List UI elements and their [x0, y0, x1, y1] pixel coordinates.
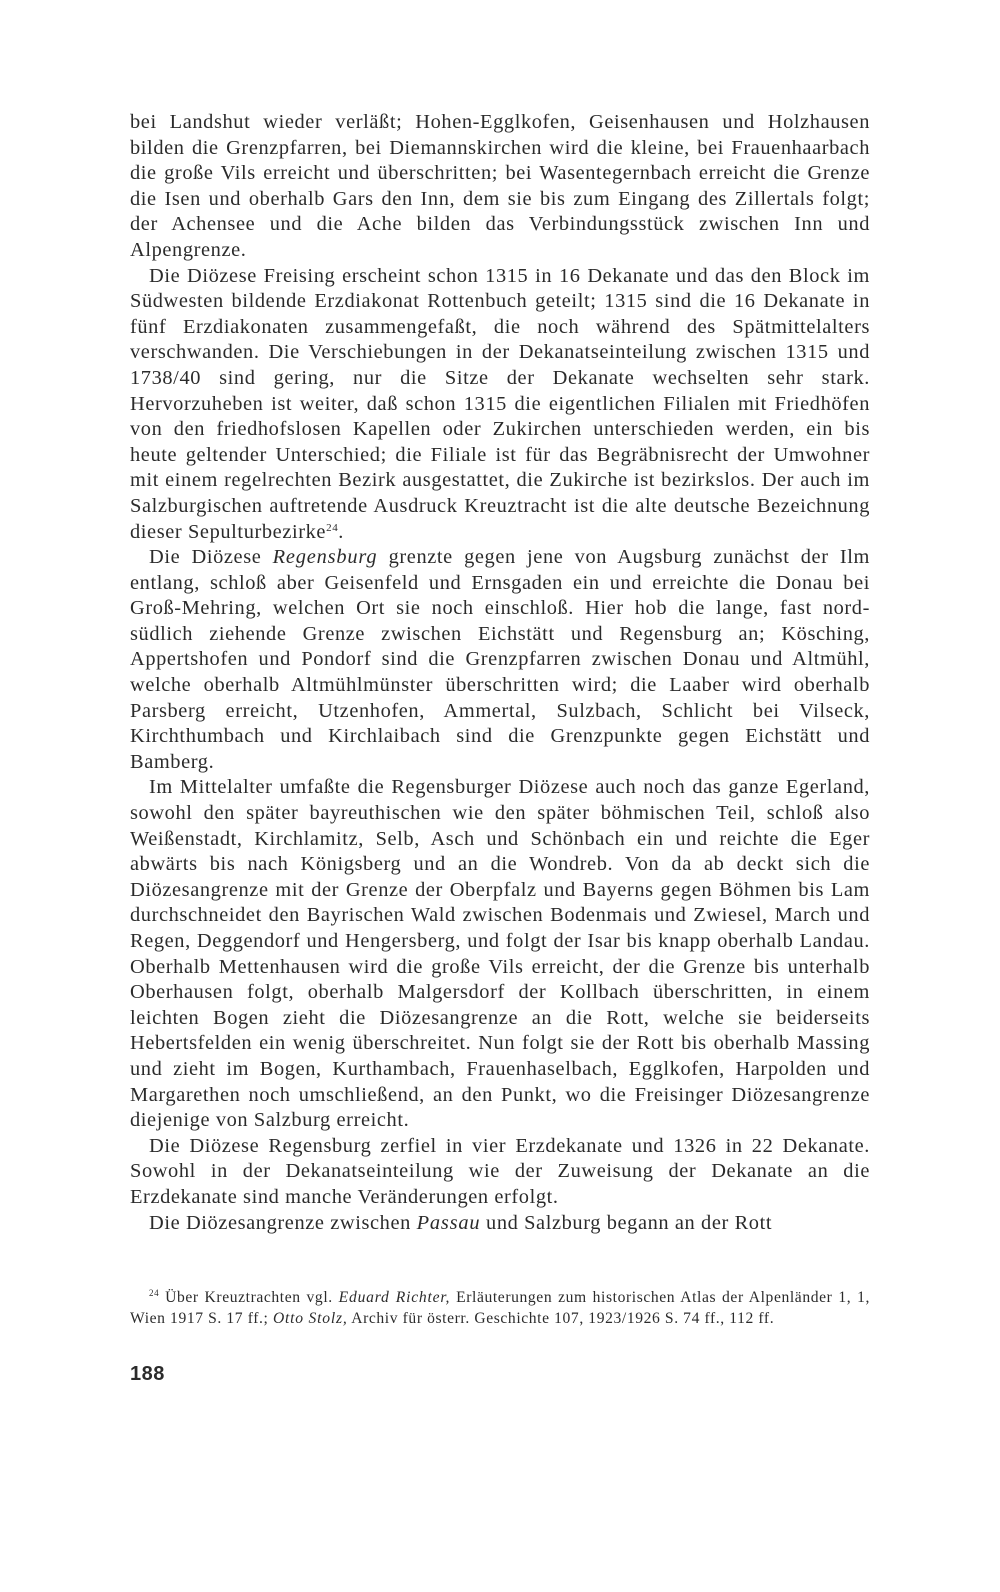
footnote-text-b: Erläuterungen zum historischen Atlas der Alpenländer 1, 1, Wien 1917 S. 17 ff.; [130, 1289, 870, 1327]
paragraph-passau-start: Die Diözesangrenze zwischen [149, 1211, 417, 1234]
emphasis-passau: Passau [416, 1211, 481, 1234]
footnote-number: 24 [149, 1288, 160, 1298]
emphasis-regensburg: Regensburg [272, 546, 378, 569]
footnote-reference: 24 [326, 521, 339, 534]
footnote-author-richter: Eduard Richter, [338, 1289, 451, 1306]
paragraph-erzdekanate: Die Diözese Regensburg zerfiel in vier Erzdekanate und 1326 in 22 Dekanate. Sowohl in der Dekanatseinteilung wie der Zuweisung der Dekanate an die Erzdekanate sind manche Veränderungen erfolgt. [130, 1134, 870, 1208]
footnote-text-a: Über Kreuztrachten vgl. [159, 1289, 339, 1306]
paragraph-passau-rest: und Salzburg begann an der Rott [480, 1211, 773, 1234]
paragraph-mittelalter: Im Mittelalter umfaßte die Regensburger Diözese auch noch das ganze Egerland, sowohl den später bayreuthischen wie den später böhmischen Teil, schloß also Weißenstadt, Kirchlamitz, Selb, Asch und Schönbach ein und reichte die Eger abwärts bis nach Königsberg und an die Wondreb. Von da ab deckt sich die Diözesangrenze mit der Grenze der Oberpfalz und Bayerns gegen Böhmen bis Lam durchschneidet den Bayrischen Wald zwischen Bodenmais und Zwiesel, March und Regen, Deggendorf und Hengersberg, und folgt der Isar bis knapp oberhalb Landau. Oberhalb Mettenhausen wird die große Vils erreicht, der die Grenze bis unterhalb Oberhausen folgt, oberhalb Malgersdorf der Kollbach überschritten, in einem leichten Bogen zieht die Diözesangrenze an die Rott, welche sie beiderseits Hebertsfelden ein wenig überschreitet. Nun folgt sie der Rott bis oberhalb Massing und zieht im Bogen, Kurthambach, Frauenhaselbach, Egglkofen, Harpolden und Margarethen noch umschließend, an den Punkt, wo die Freisinger Diözesangrenze diejenige von Salzburg erreicht. [130, 776, 870, 1132]
paragraph-regensburg-rest: grenzte gegen jene von Augsburg zunächst der Ilm entlang, schloß aber Geisenfeld und Ernsgaden ein und erreichte die Donau bei Groß-Mehring, welchen Ort sie noch einschloß. Hier hob die lange, fast nord-südlich ziehende Grenze zwischen Eichstätt und Regensburg an; Kösching, Appertshofen und Pondorf sind die Grenzpfarren zwischen Donau und Altmühl, welche oberhalb Altmühlmünster überschritten wird; die Laaber wird oberhalb Parsberg erreicht, Utzenhofen, Ammertal, Sulzbach, Schlicht bei Vilseck, Kirchthumbach und Kirchlaibach sind die Grenzpunkte gegen Eichstätt und Bamberg. [130, 546, 870, 773]
footnote-text-c: Archiv für österr. Geschichte 107, 1923/1926 S. 74 ff., 112 ff. [347, 1309, 775, 1327]
book-page-body [130, 110, 870, 1236]
paragraph-freising-end: . [338, 520, 344, 543]
page-number: 188 [130, 1363, 165, 1385]
paragraph-regensburg-start: Die Diözese [149, 546, 273, 569]
paragraph-passau [130, 1211, 870, 1237]
footnote-author-stolz: Otto Stolz, [272, 1309, 348, 1327]
footnote [130, 1288, 870, 1329]
paragraph-regensburg [130, 545, 870, 775]
paragraph-freising-text: Die Diözese Freising erscheint schon 1315 in 16 Dekanate und das den Block im Südwesten bildende Erzdiakonat Rottenbuch geteilt; 1315 sind die 16 Dekanate in fünf Erzdiakonaten zusammengefaßt, die noch während des Spätmittelalters verschwanden. Die Verschiebungen in der Dekanatseinteilung zwischen 1315 und 1738/40 sind gering, nur die Sitze der Dekanate wechselten sehr stark. Hervorzuheben ist weiter, daß schon 1315 die eigentlichen Filialen mit Friedhöfen von den friedhofslosen Kapellen oder Zukirchen unterschieden werden, ein bis heute geltender Unterschied; die Filiale ist für das Begräbnisrecht der Umwohner mit einem regelrechten Bezirk ausgestattet, die Zukirche ist bezirkslos. Der auch im Salzburgischen auftretende Ausdruck Kreuztracht ist die alte deutsche Bezeichnung dieser Sepulturbezirke [130, 264, 870, 543]
paragraph-freising [130, 264, 870, 546]
paragraph-landshut: bei Landshut wieder verläßt; Hohen-Egglkofen, Geisenhausen und Holzhausen bilden die Grenzpfarren, bei Diemannskirchen wird die kleine, bei Frauenhaarbach die große Vils erreicht und überschritten; bei Wasentegernbach erreicht die Grenze die Isen und oberhalb Gars den Inn, dem sie bis zum Eingang des Zillertals folgt; der Achensee und die Ache bilden das Verbindungsstück zwischen Inn und Alpengrenze. [130, 111, 870, 261]
